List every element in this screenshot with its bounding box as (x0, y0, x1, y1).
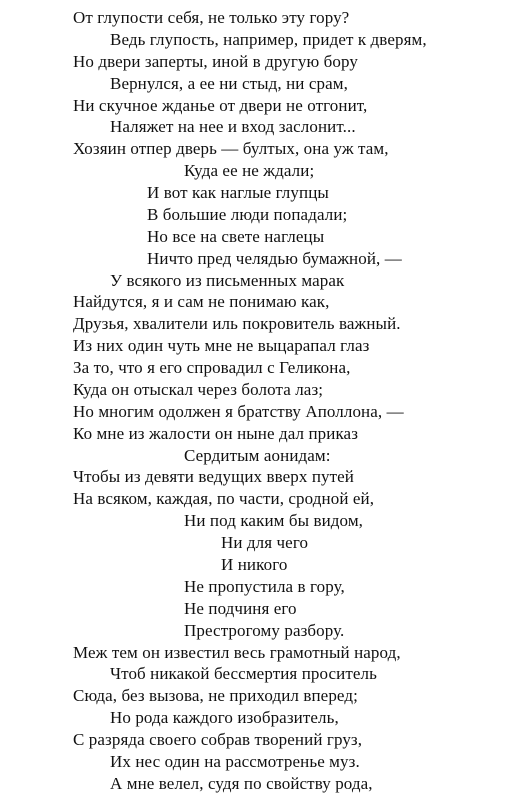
poem-line: На всяком, каждая, по части, сродной ей, (73, 489, 375, 508)
poem-line: Куда он отыскал через болота лаз; (73, 380, 324, 399)
poem-line: Из них один чуть мне не выцарапал глаз (73, 336, 370, 355)
poem-line: Найдутся, я и сам не понимаю как, (73, 292, 330, 311)
poem-line: И вот как наглые глупцы (147, 183, 329, 202)
poem-line: И никого (221, 555, 288, 574)
poem-line: Ведь глупость, например, придет к дверям, (110, 30, 427, 49)
poem-line: Их нес один на рассмотренье муз. (110, 752, 360, 771)
poem-line: Не пропустила в гору, (184, 577, 345, 596)
poem-line: Ничто пред челядью бумажной, — (147, 249, 402, 268)
poem-line: От глупости себя, не только эту гору? (73, 8, 350, 27)
poem-line: За то, что я его спровадил с Геликона, (73, 358, 351, 377)
poem-line: Чтоб никакой бессмертия проситель (110, 664, 377, 683)
poem-line: Но рода каждого изобразитель, (110, 708, 339, 727)
poem-line: С разряда своего собрав творений груз, (73, 730, 363, 749)
poem-line: Но многим одолжен я братству Аполлона, — (73, 402, 404, 421)
poem-line: Сердитым аонидам: (184, 446, 331, 465)
poem-line: В большие люди попадали; (147, 205, 348, 224)
poem-line: Хозяин отпер дверь — бултых, она уж там, (73, 139, 389, 158)
poem-line: Но все на свете наглецы (147, 227, 325, 246)
poem-line: Ко мне из жалости он ныне дал приказ (73, 424, 359, 443)
poem-line: А мне велел, судя по свойству рода, (110, 774, 373, 793)
poem-line: Ни скучное жданье от двери не отгонит, (73, 96, 368, 115)
poem-line: Не подчиня его (184, 599, 297, 618)
poem-line: Сюда, без вызова, не приходил вперед; (73, 686, 358, 705)
poem-line: Меж тем он известил весь грамотный народ, (73, 643, 401, 662)
poem-line: Чтобы из девяти ведущих вверх путей (73, 467, 354, 486)
poem-line: Куда ее не ждали; (184, 161, 315, 180)
poem-line: Престрогому разбору. (184, 621, 345, 640)
poem-line: Ни для чего (221, 533, 309, 552)
poem-line: Наляжет на нее и вход заслонит... (110, 117, 356, 136)
poem-line: Ни под каким бы видом, (184, 511, 364, 530)
poem-line: Вернулся, а ее ни стыд, ни срам, (110, 74, 348, 93)
poem-line: Друзья, хвалители иль покровитель важный. (73, 314, 401, 333)
poem-line: У всякого из письменных марак (110, 271, 345, 290)
poem-line: Но двери заперты, иной в другую бору (73, 52, 358, 71)
